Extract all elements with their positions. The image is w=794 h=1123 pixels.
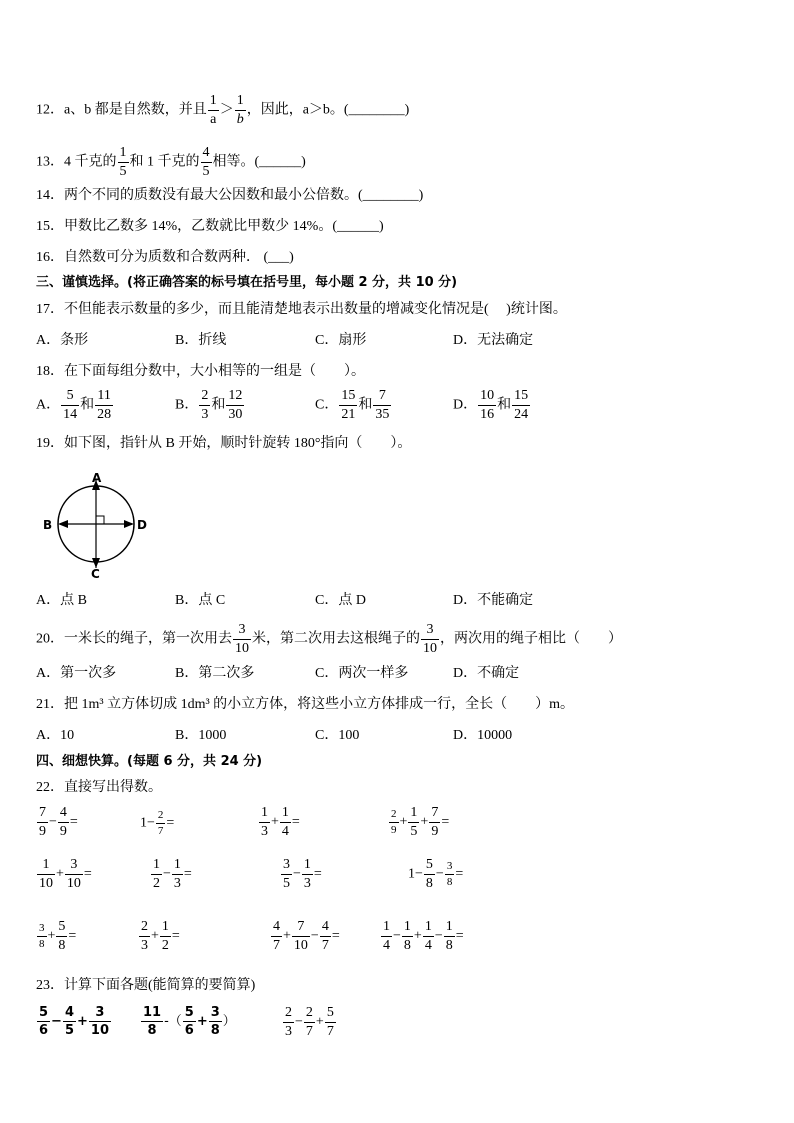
- calc-1-3: $\frac{1}{3}$ + $\frac{1}{4}$ =: [261, 805, 300, 839]
- calc-23-2: $\frac{11}{8}$ -（ $\frac{5}{6}$ + $\frac{3}{8}$ ）: [143, 1005, 236, 1038]
- section-4-heading: 四、细想快算。(每题 6 分，共 24 分): [36, 754, 263, 769]
- calc-2-4: 1− $\frac{5}{8}$ − $\frac{3}{8}$ =: [408, 857, 464, 891]
- q13-text-mid: 和 1 千克的: [129, 154, 200, 170]
- calc-3-3: $\frac{4}{7}$ + $\frac{7}{10}$ − $\frac{4}{7}$ =: [273, 919, 340, 953]
- fraction-1-over-a: $\frac{1}{a}$: [209, 93, 217, 127]
- fraction-3-10-a: $\frac{3}{10}$: [235, 622, 249, 656]
- question-17: 17．不但能表示数量的多少，而且能清楚地表示出数量的增减变化情况是( )统计图。: [36, 302, 567, 317]
- q17-option-a[interactable]: A．条形: [36, 333, 89, 348]
- q17-option-c[interactable]: C．扇形: [315, 333, 367, 348]
- calc-2-1: $\frac{1}{10}$ + $\frac{3}{10}$ =: [39, 857, 92, 891]
- q21-option-c[interactable]: C．100: [315, 728, 360, 743]
- q12-text-post: ，因此，a＞b。(________): [246, 102, 410, 118]
- compass-diagram: [40, 470, 160, 580]
- calc-2-2: $\frac{1}{2}$ − $\frac{1}{3}$ =: [153, 857, 192, 891]
- q18-option-b[interactable]: B． $\frac{2}{3}$ 和 $\frac{12}{30}$: [175, 388, 243, 422]
- calc-1-1: $\frac{7}{9}$ − $\frac{4}{9}$ =: [39, 805, 78, 839]
- label-a: A: [92, 471, 102, 485]
- calc-3-4: $\frac{1}{4}$ − $\frac{1}{8}$ + $\frac{1}{4}$ − $\frac{1}{8}$ =: [383, 919, 464, 953]
- question-16: 16．自然数可分为质数和合数两种． (___): [36, 250, 294, 265]
- calc-1-2: 1− $\frac{2}{7}$ =: [140, 809, 175, 837]
- q21-option-b[interactable]: B．1000: [175, 728, 227, 743]
- q18-option-a[interactable]: A． $\frac{5}{14}$ 和 $\frac{11}{28}$: [36, 388, 112, 422]
- q12-text-pre: 12．a、b 都是自然数，并且: [36, 102, 207, 118]
- q13-text-post: 相等。(______): [212, 154, 306, 170]
- calc-1-4: $\frac{2}{9}$ + $\frac{1}{5}$ + $\frac{7}{9}$ =: [391, 805, 450, 839]
- q19-option-b[interactable]: B．点 C: [175, 593, 226, 608]
- label-c: C: [91, 567, 100, 580]
- calc-23-3: $\frac{2}{3}$ − $\frac{2}{7}$ + $\frac{5}{7}$: [285, 1005, 334, 1039]
- q20-option-d[interactable]: D．不确定: [453, 666, 520, 681]
- q19-option-d[interactable]: D．不能确定: [453, 593, 534, 608]
- question-23: 23．计算下面各题(能简算的要简算): [36, 978, 256, 993]
- calc-2-3: $\frac{3}{5}$ − $\frac{1}{3}$ =: [283, 857, 322, 891]
- q17-option-d[interactable]: D．无法确定: [453, 333, 534, 348]
- q13-text-pre: 13．4 千克的: [36, 154, 117, 170]
- q19-option-c[interactable]: C．点 D: [315, 593, 366, 608]
- fraction-3-10-b: $\frac{3}{10}$: [423, 622, 437, 656]
- fraction-4-5: $\frac{4}{5}$: [202, 145, 210, 179]
- calc-23-1: $\frac{5}{6}$ − $\frac{4}{5}$ + $\frac{3}{10}$: [39, 1005, 109, 1038]
- question-14: 14．两个不同的质数没有最大公因数和最小公倍数。(________): [36, 188, 424, 203]
- label-b: B: [43, 518, 53, 532]
- calc-3-2: $\frac{2}{3}$ + $\frac{1}{2}$ =: [141, 919, 180, 953]
- q19-option-a[interactable]: A．点 B: [36, 593, 87, 608]
- question-18: 18．在下面每组分数中，大小相等的一组是（ ）。: [36, 364, 365, 379]
- question-22: 22．直接写出得数。: [36, 780, 162, 795]
- q20-option-b[interactable]: B．第二次多: [175, 666, 255, 681]
- question-20: 20．一米长的绳子，第一次用去 $\frac{3}{10}$ 米，第二次用去这根绳子的 $\frac{3}{10}$ ，两次用的绳子相比（ ）: [36, 622, 622, 656]
- greater-than-sign: ＞: [219, 102, 234, 118]
- q20-option-c[interactable]: C．两次一样多: [315, 666, 409, 681]
- question-12: [36, 94, 409, 127]
- calc-3-1: $\frac{3}{8}$ + $\frac{5}{8}$ =: [39, 919, 77, 953]
- q18-option-c[interactable]: C． $\frac{15}{21}$ 和 $\frac{7}{35}$: [315, 388, 390, 422]
- fraction-1-over-b: $\frac{1}{b}$: [236, 93, 244, 127]
- q18-option-d[interactable]: D． $\frac{10}{16}$ 和 $\frac{15}{24}$: [453, 388, 529, 422]
- section-3-heading: 三、谨慎选择。(将正确答案的标号填在括号里，每小题 2 分，共 10 分): [36, 275, 458, 290]
- q21-option-d[interactable]: D．10000: [453, 728, 513, 743]
- question-15: 15．甲数比乙数多 14%，乙数就比甲数少 14%。(______): [36, 219, 384, 234]
- q20-option-a[interactable]: A．第一次多: [36, 666, 117, 681]
- question-13: [36, 146, 306, 179]
- question-19: 19．如下图，指针从 B 开始，顺时针旋转 180°指向（ ）。: [36, 436, 412, 451]
- label-d: D: [137, 518, 147, 532]
- q21-option-a[interactable]: A．10: [36, 728, 75, 743]
- fraction-1-5: $\frac{1}{5}$: [119, 145, 127, 179]
- question-21: 21．把 1m³ 立方体切成 1dm³ 的小立方体，将这些小立方体排成一行，全长（ ）m。: [36, 697, 575, 712]
- q17-option-b[interactable]: B．折线: [175, 333, 227, 348]
